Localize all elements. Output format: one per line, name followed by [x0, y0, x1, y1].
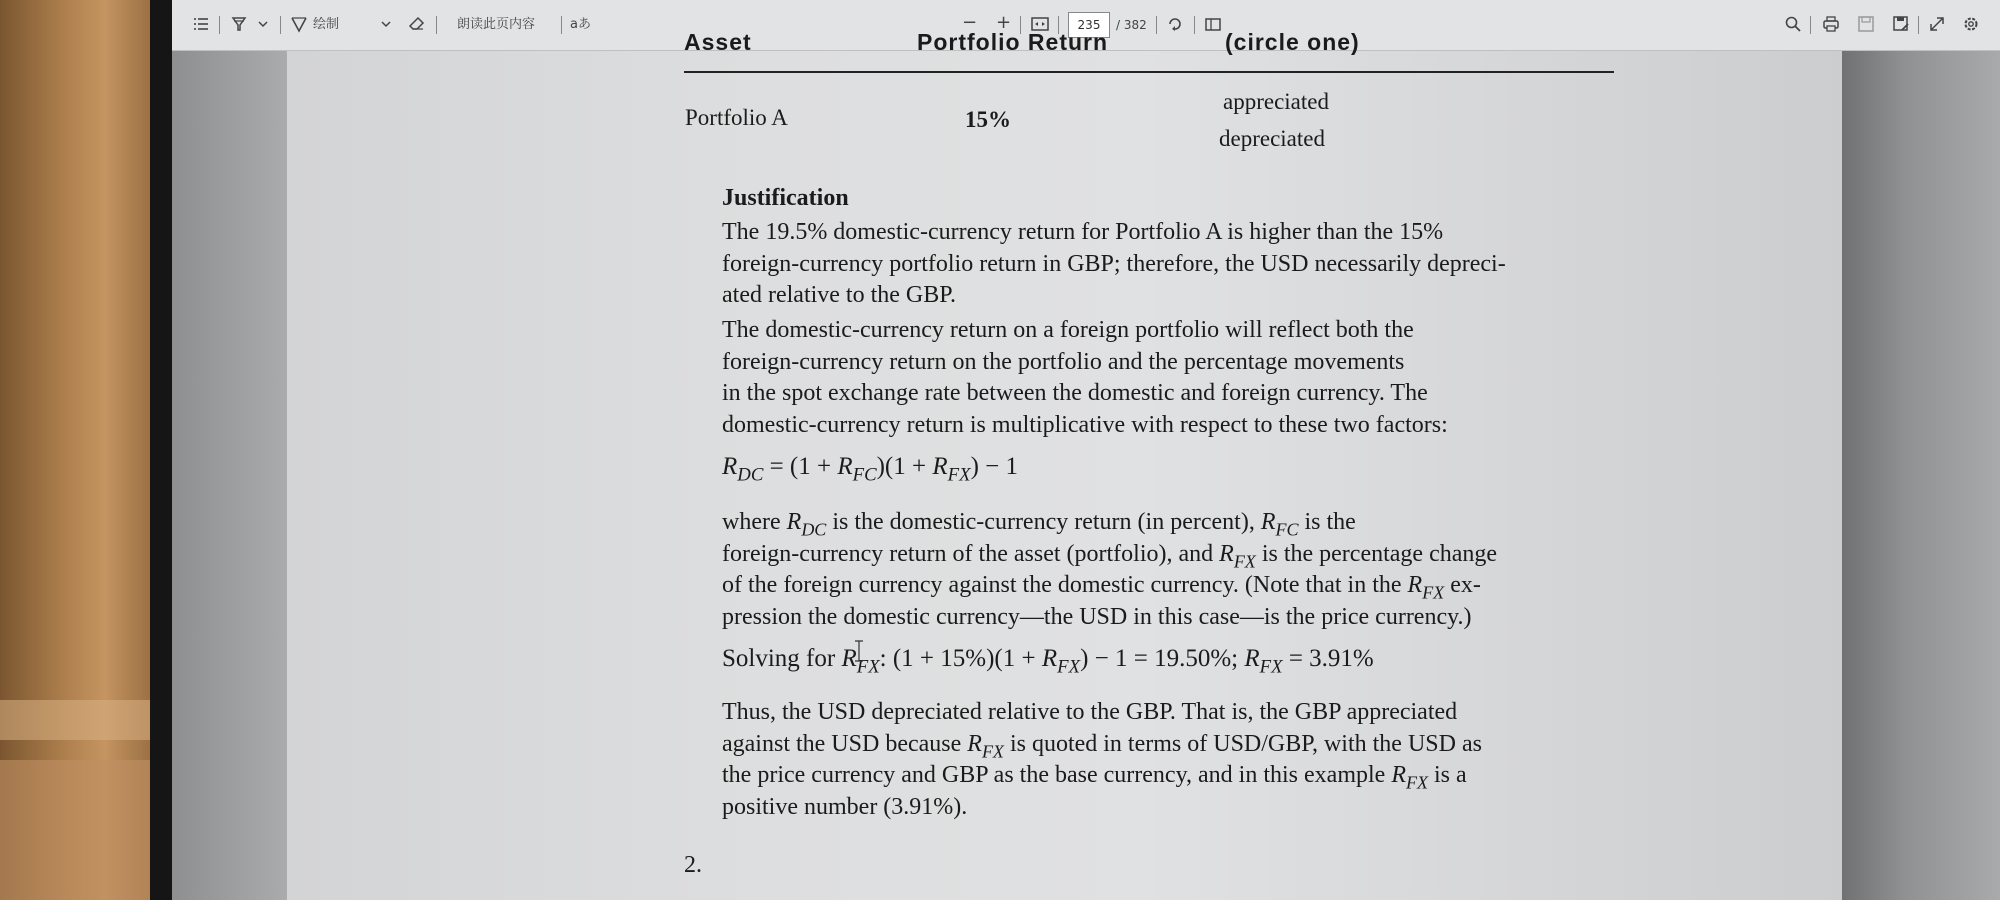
solving-line: Solving for $R_{FX}$: $(1 + 15\%)(1 + R_{FX}) - 1 = 19.50\%$; $R_{FX} = 3.91\%$	[722, 645, 1374, 678]
paragraph-1	[722, 217, 1622, 312]
text-line: ated relative to the GBP.	[722, 282, 956, 308]
expand-icon[interactable]	[1928, 15, 1946, 33]
desk-shelf-lower	[0, 760, 150, 900]
option-depreciated: depreciated	[1219, 126, 1325, 151]
equation-domestic-return: $R_{DC} = (1 + R_{FC})(1 + R_{FX}) - 1$	[722, 453, 1018, 486]
page-view-icon[interactable]	[1204, 15, 1222, 33]
text-line: foreign-currency return on the portfolio and the percentage movements	[722, 348, 1405, 375]
page-number-input[interactable]: 235	[1068, 12, 1110, 38]
text-line: in the spot exchange rate between the domestic and foreign currency. The	[722, 380, 1428, 406]
text-line: The 19.5% domestic-currency return for Portfolio A is higher than the 15%	[722, 219, 1444, 245]
text-line: of the foreign currency against the domestic currency. (Note that in the $R_{FX}$ ex-	[722, 572, 1481, 603]
text-line: the price currency and GBP as the base currency, and in this example $R_{FX}$ is a	[722, 762, 1467, 793]
desk-shelf	[0, 700, 150, 740]
text-options-button[interactable]: aあ	[570, 17, 591, 32]
viewer-background-left	[172, 51, 287, 900]
text-line: domestic-currency return is multiplicative with respect to these two factors:	[722, 411, 1448, 438]
print-icon[interactable]	[1822, 15, 1840, 33]
table-header-asset: Asset	[684, 29, 752, 55]
toolbar-divider	[1918, 16, 1919, 34]
total-pages: / 382	[1116, 18, 1147, 32]
table-header-circle: (circle one)	[1225, 29, 1360, 55]
toolbar-divider	[561, 16, 562, 34]
toolbar-divider	[219, 16, 220, 34]
zoom-in-button[interactable]: +	[996, 12, 1012, 33]
justification-heading: Justification	[722, 185, 849, 211]
table-header-return: Portfolio Return	[917, 29, 1109, 55]
chevron-down-icon[interactable]	[257, 15, 269, 33]
save-as-icon[interactable]	[1892, 15, 1910, 33]
toolbar-divider	[280, 16, 281, 34]
text-line: where $R_{DC}$ is the domestic-currency return (in percent), $R_{FC}$ is the	[722, 509, 1356, 540]
text-line: foreign-currency return of the asset (portfolio), and $R_{FX}$ is the percentage change	[722, 540, 1498, 571]
settings-gear-icon[interactable]	[1962, 15, 1980, 33]
save-icon[interactable]	[1857, 15, 1875, 33]
text-line: Thus, the USD depreciated relative to the GBP. That is, the GBP appreciated	[722, 699, 1458, 725]
zoom-out-button[interactable]: −	[962, 12, 978, 33]
toolbar-divider	[1810, 16, 1811, 34]
viewer-background-right	[1842, 51, 2000, 900]
toolbar-divider	[1194, 16, 1195, 34]
toolbar-divider	[436, 16, 437, 34]
paragraph-3	[722, 507, 1622, 633]
highlight-icon[interactable]	[230, 15, 248, 33]
text-cursor-icon	[854, 640, 864, 662]
table-cell-asset: Portfolio A	[685, 105, 788, 130]
draw-icon[interactable]	[290, 15, 308, 33]
read-aloud-button[interactable]: 朗读此页内容	[457, 17, 536, 32]
next-question-number: 2.	[684, 852, 702, 878]
rotate-icon[interactable]	[1166, 15, 1184, 33]
eraser-icon[interactable]	[408, 15, 426, 33]
text-line: foreign-currency portfolio return in GBP; therefore, the USD necessarily depreci-	[722, 250, 1506, 277]
pdf-viewer-window	[172, 0, 2000, 900]
text-line: pression the domestic currency—the USD in this case—is the price currency.)	[722, 603, 1472, 630]
option-appreciated: appreciated	[1223, 89, 1329, 114]
text-line: positive number (3.91%).	[722, 793, 968, 820]
draw-button[interactable]: 绘制	[313, 17, 340, 32]
search-icon[interactable]	[1784, 15, 1802, 33]
text-line: The domestic-currency return on a foreign portfolio will reflect both the	[722, 317, 1414, 343]
table-rule	[684, 71, 1614, 73]
text-line: against the USD because $R_{FX}$ is quoted in terms of USD/GBP, with the USD as	[722, 730, 1482, 761]
contents-icon[interactable]	[192, 15, 210, 33]
monitor-bezel	[150, 0, 172, 900]
pdf-page	[287, 29, 1842, 900]
chevron-down-icon[interactable]	[380, 15, 392, 33]
paragraph-4	[722, 697, 1622, 823]
paragraph-2	[722, 315, 1622, 441]
toolbar-divider	[1156, 16, 1157, 34]
table-cell-return: 15%	[965, 107, 1011, 132]
